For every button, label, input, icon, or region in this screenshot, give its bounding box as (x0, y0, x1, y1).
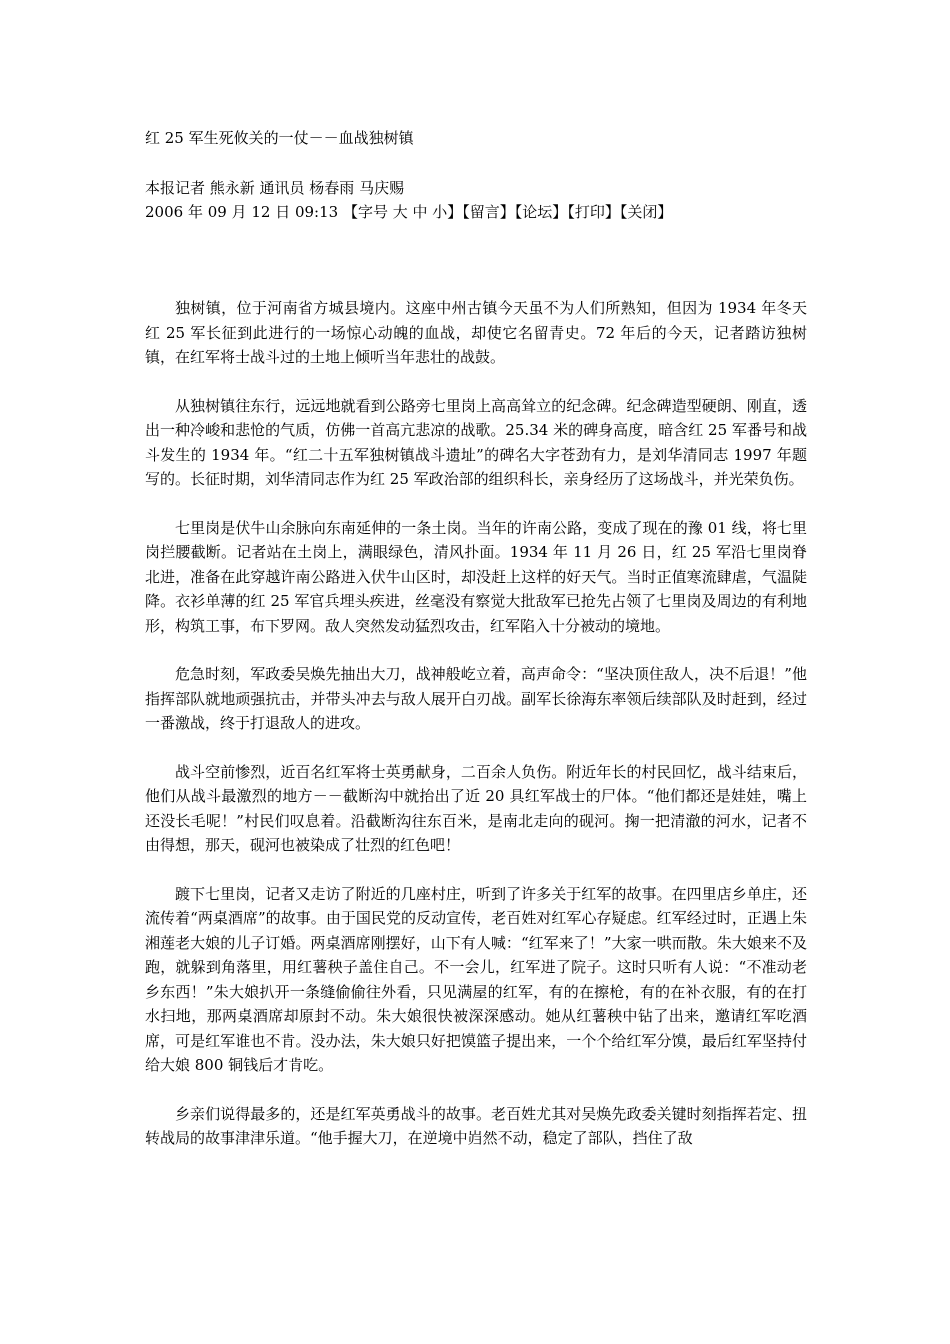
article-paragraph: 七里岗是伏牛山余脉向东南延伸的一条土岗。当年的许南公路，变成了现在的豫 01 线，将七里岗拦腰截断。记者站在土岗上，满眼绿色，清风扑面。1934 年 11 月 26 日，红 25 军沿七里岗脊北进，准备在此穿越许南公路进入伏牛山区时，却没赶上这样的好天气。当时正值寒流肆虐，气温陡降。衣衫单薄的红 25 军官兵埋头疾进，丝毫没有察觉大批敌军已抢先占领了七里岗及周边的有利地形，构筑工事，布下罗网。敌人突然发动猛烈攻击，红军陷入十分被动的境地。 (145, 518, 807, 635)
publish-date: 2006 年 09 月 12 日 09:13 (145, 203, 339, 221)
article-byline: 本报记者 熊永新 通讯员 杨春雨 马庆赐 (145, 179, 405, 197)
article-paragraph: 从独树镇往东行，远远地就看到公路旁七里岗上高高耸立的纪念碑。纪念碑造型硬朗、刚直，透出一种冷峻和悲怆的气质，仿佛一首高亢悲凉的战歌。25.34 米的碑身高度，暗含红 25 军番号和战斗发生的 1934 年。“红二十五军独树镇战斗遗址”的碑名大字苍劲有力，是刘华清同志 1997 年题写的。长征时期，刘华清同志作为红 25 军政治部的组织科长，亲身经历了这场战斗，并光荣负伤。 (145, 396, 807, 488)
article-paragraph: 独树镇，位于河南省方城县境内。这座中州古镇今天虽不为人们所熟知，但因为 1934 年冬天红 25 军长征到此进行的一场惊心动魄的血战，却使它名留青史。72 年后的今天，记者踏访独树镇，在红军将士战斗过的土地上倾听当年悲壮的战鼓。 (145, 299, 807, 366)
font-size-control[interactable]: 【字号 大 中 小】 (342, 203, 463, 221)
article-paragraph: 踱下七里岗，记者又走访了附近的几座村庄，听到了许多关于红军的故事。在四里店乡单庄，还流传着“两桌酒席”的故事。由于国民党的反动宣传，老百姓对红军心存疑虑。红军经过时，正遇上朱湘莲老大娘的儿子订婚。两桌酒席刚摆好，山下有人喊：“红军来了！”大家一哄而散。朱大娘来不及跑，就躲到角落里，用红薯秧子盖住自己。不一会儿，红军进了院子。这时只听有人说：“不准动老乡东西！”朱大娘扒开一条缝偷偷往外看，只见满屋的红军，有的在擦枪，有的在补衣服，有的在打水扫地，那两桌酒席却原封不动。朱大娘很快被深深感动。她从红薯秧中钻了出来，邀请红军吃酒席，可是红军谁也不肯。没办法，朱大娘只好把馍篮子提出来，一个个给红军分馍，最后红军坚持付给大娘 800 铜钱后才肯吃。 (145, 884, 807, 1074)
comment-link[interactable]: 【留言】 (462, 203, 515, 221)
article-paragraph: 危急时刻，军政委吴焕先抽出大刀，战神般屹立着，高声命令：“坚决顶住敌人，决不后退！”他指挥部队就地顽强抗击，并带头冲去与敌人展开白刃战。副军长徐海东率领后续部队及时赶到，经过一番激战，终于打退敌人的进攻。 (145, 665, 807, 732)
article-body (145, 296, 807, 1175)
close-link[interactable]: 【关闭】 (619, 203, 673, 221)
article-paragraph: 乡亲们说得最多的，还是红军英勇战斗的故事。老百姓尤其对吴焕先政委关键时刻指挥若定、扭转战局的故事津津乐道。“他手握大刀，在逆境中岿然不动，稳定了部队，挡住了敌 (145, 1104, 807, 1147)
forum-link[interactable]: 【论坛】 (514, 203, 568, 221)
article-title: 红 25 军生死攸关的一仗－－血战独树镇 (145, 129, 414, 147)
print-link[interactable]: 【打印】 (567, 203, 620, 221)
article-paragraph: 战斗空前惨烈，近百名红军将士英勇献身，二百余人负伤。附近年长的村民回忆，战斗结束后，他们从战斗最激烈的地方－－截断沟中就抬出了近 20 具红军战士的尸体。“他们都还是娃娃，嘴上还没长毛呢！”村民们叹息着。沿截断沟往东百米，是南北走向的砚河。掬一把清澈的河水，记者不由得想，那天，砚河也被染成了壮烈的红色吧！ (145, 762, 807, 854)
article-dateline (145, 200, 672, 224)
